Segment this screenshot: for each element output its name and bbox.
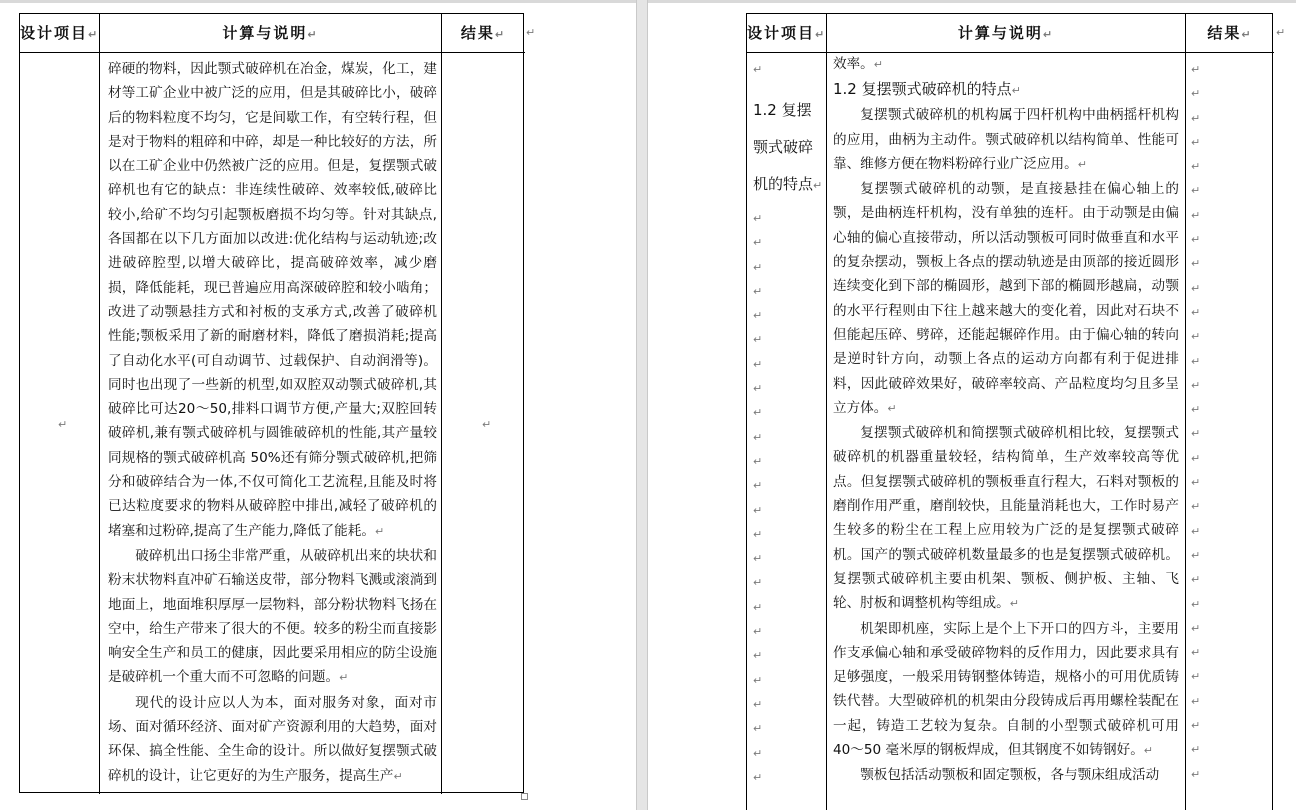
header-result: 结果↵: [1207, 24, 1253, 42]
table-resize-handle[interactable]: [521, 793, 528, 800]
empty-cell-mark: ↵: [482, 418, 492, 431]
paragraph: 现代的设计应以人为本，面对服务对象，面对市场、面对循环经济、面对矿产资源利用的大趋势，面对环保、搞全性能、全生命的设计。所以做好复摆颚式破碎机的设计，让它更好的为生产服务，提高生产↵: [108, 694, 437, 784]
design-item-marks: ↵ ↵ ↵ ↵ ↵ ↵ ↵ ↵ ↵ ↵ ↵ ↵ ↵ ↵ ↵ ↵ ↵ ↵ ↵ ↵ ↵ ↵ ↵ ↵: [753, 212, 763, 784]
design-table-left: [19, 13, 524, 793]
empty-cell-mark: ↵: [58, 418, 68, 431]
page-gap: [636, 0, 648, 810]
header-calc-desc: 计算与说明↵: [957, 24, 1055, 42]
paragraph: 碎硬的物料，因此颚式破碎机在冶金，煤炭，化工，建材等工矿企业中被广泛的应用，但是其破碎比小，破碎后的物料粒度不均匀，它是间歇工作，有空转行程，但是对于物料的粗碎和中碎，却是一种比较好的方法，所以在工矿企业中仍然被广泛的应用。但是，复摆颚式破碎机也有它的缺点：非连续性破碎、效率较低,破碎比较小,给矿不均匀引起颚板磨损不均匀等。针对其缺点,各国都在以下几方面加以改进:优化结构与运动轨迹;改进破碎腔型,以增大破碎比，提高破碎效率，减少磨损，降低能耗，现已普遍应用高深破碎腔和较小啮角；改进了动颚悬挂方式和衬板的支承方式,改善了破碎机性能;颚板采用了新的耐磨材料，降低了磨损消耗;提高了自动化水平(可自动调节、过载保护、自动润滑等)。同时也出现了一些新的机型,如双腔双动颚式破碎机,其破碎比可达20～50,排料口调节方便,产量大;双腔回转破碎机,兼有颚式破碎机与圆锥破碎机的性能,其产量较同规格的颚式破碎机高 50%还有筛分颚式破碎机,把筛分和破碎结合为一体,不仅可简化工艺流程,且能及时将已达粒度要求的物料从破碎腔中排出,减轻了破碎机的堵塞和过粉碎,提高了生产能力,降低了能耗。↵: [108, 61, 437, 539]
document-page-right: [648, 3, 1296, 810]
result-marks: ↵ ↵ ↵ ↵ ↵ ↵ ↵ ↵ ↵ ↵ ↵ ↵ ↵ ↵ ↵ ↵ ↵ ↵ ↵ ↵ ↵ ↵ ↵ ↵ ↵ ↵ ↵ ↵ ↵ ↵: [1191, 63, 1201, 781]
calc-text-left: [108, 57, 437, 789]
paragraph: 复摆颚式破碎机的机构属于四杆机构中曲柄摇杆机构的应用，曲柄为主动件。颚式破碎机以结构简单、性能可靠、维修方便在物料粉碎行业广泛应用。↵: [833, 107, 1179, 172]
header-design-item: 设计项目↵: [747, 24, 827, 42]
design-item-marks: ↵: [753, 63, 763, 76]
paragraph: 破碎机出口扬尘非常严重，从破碎机出来的块状和粉末状物料直冲矿石输送皮带，部分物料飞溅或滚淌到地面上，地面堆积厚厚一层物料，部分粉状物料飞扬在空中，给生产带来了很大的不便。较多的粉尘而直接影响安全生产和员工的健康，因此要采用相应的防尘设施是破碎机一个重大而不可忽略的问题。↵: [108, 547, 437, 686]
row-end-mark: ↵: [1276, 26, 1286, 39]
section-title: 1.2 复摆颚式破碎机的特点↵: [833, 80, 1021, 99]
document-page-left: [0, 3, 636, 810]
header-design-item: 设计项目↵: [20, 24, 100, 42]
paragraph: 颚板包括活动颚板和固定颚板，各与颚床组成活动: [860, 767, 1160, 784]
header-result: 结果↵: [460, 24, 507, 42]
design-item-heading: 1.2 复摆颚式破碎机的特点↵: [753, 101, 823, 193]
paragraph: 复摆颚式破碎机的动颚，是直接悬挂在偏心轴上的颚，是曲柄连杆机构，没有单独的连杆。由于动颚是由偏心轴的偏心直接带动，所以活动颚板可同时做垂直和水平的复杂摆动，颚板上各点的摆动轨迹是由顶部的接近圆形连续变化到下部的椭圆形，越到下部的椭圆形越扁，动颚的水平行程则由下往上越来越大的变化着，因此对石块不但能起压碎、劈碎，还能起辗碎作用。由于偏心轴的转向是逆时针方向，动颚上各点的运动方向都有利于促进排料，因此破碎效果好，破碎率较高、产品粒度均匀且多呈立方体。↵: [833, 181, 1179, 416]
paragraph: 复摆颚式破碎机和简摆颚式破碎机相比较，复摆颚式破碎机的机器重量较轻，结构简单，生产效率较高等优点。但复摆颚式破碎机的颚板垂直行程大，石料对颚板的磨削作用严重，磨削较快，且能量消耗也大，工作时易产生较多的粉尘在工程上应用较为广泛的是复摆颚式破碎机。国产的颚式破碎机数量最多的也是复摆颚式破碎机。复摆颚式破碎机主要由机架、颚板、侧护板、主轴、飞轮、肘板和调整机构等组成。↵: [833, 425, 1179, 612]
paragraph: 效率。↵: [833, 56, 883, 72]
row-end-mark: ↵: [526, 26, 536, 39]
design-table-right: [746, 13, 1273, 810]
header-calc-desc: 计算与说明↵: [222, 24, 319, 42]
calc-text-right: [833, 52, 1179, 788]
paragraph: 机架即机座，实际上是个上下开口的四方斗，主要用作支承偏心轴和承受破碎物料的反作用力，因此要求具有足够强度，一般采用铸钢整体铸造，规格小的可用优质铸铁代替。大型破碎机的机架由分段铸成后再用螺栓装配在一起，铸造工艺较为复杂。自制的小型颚式破碎机可用 40～50 毫米厚的钢板焊成，但其钢度不如铸钢好。↵: [833, 620, 1179, 759]
